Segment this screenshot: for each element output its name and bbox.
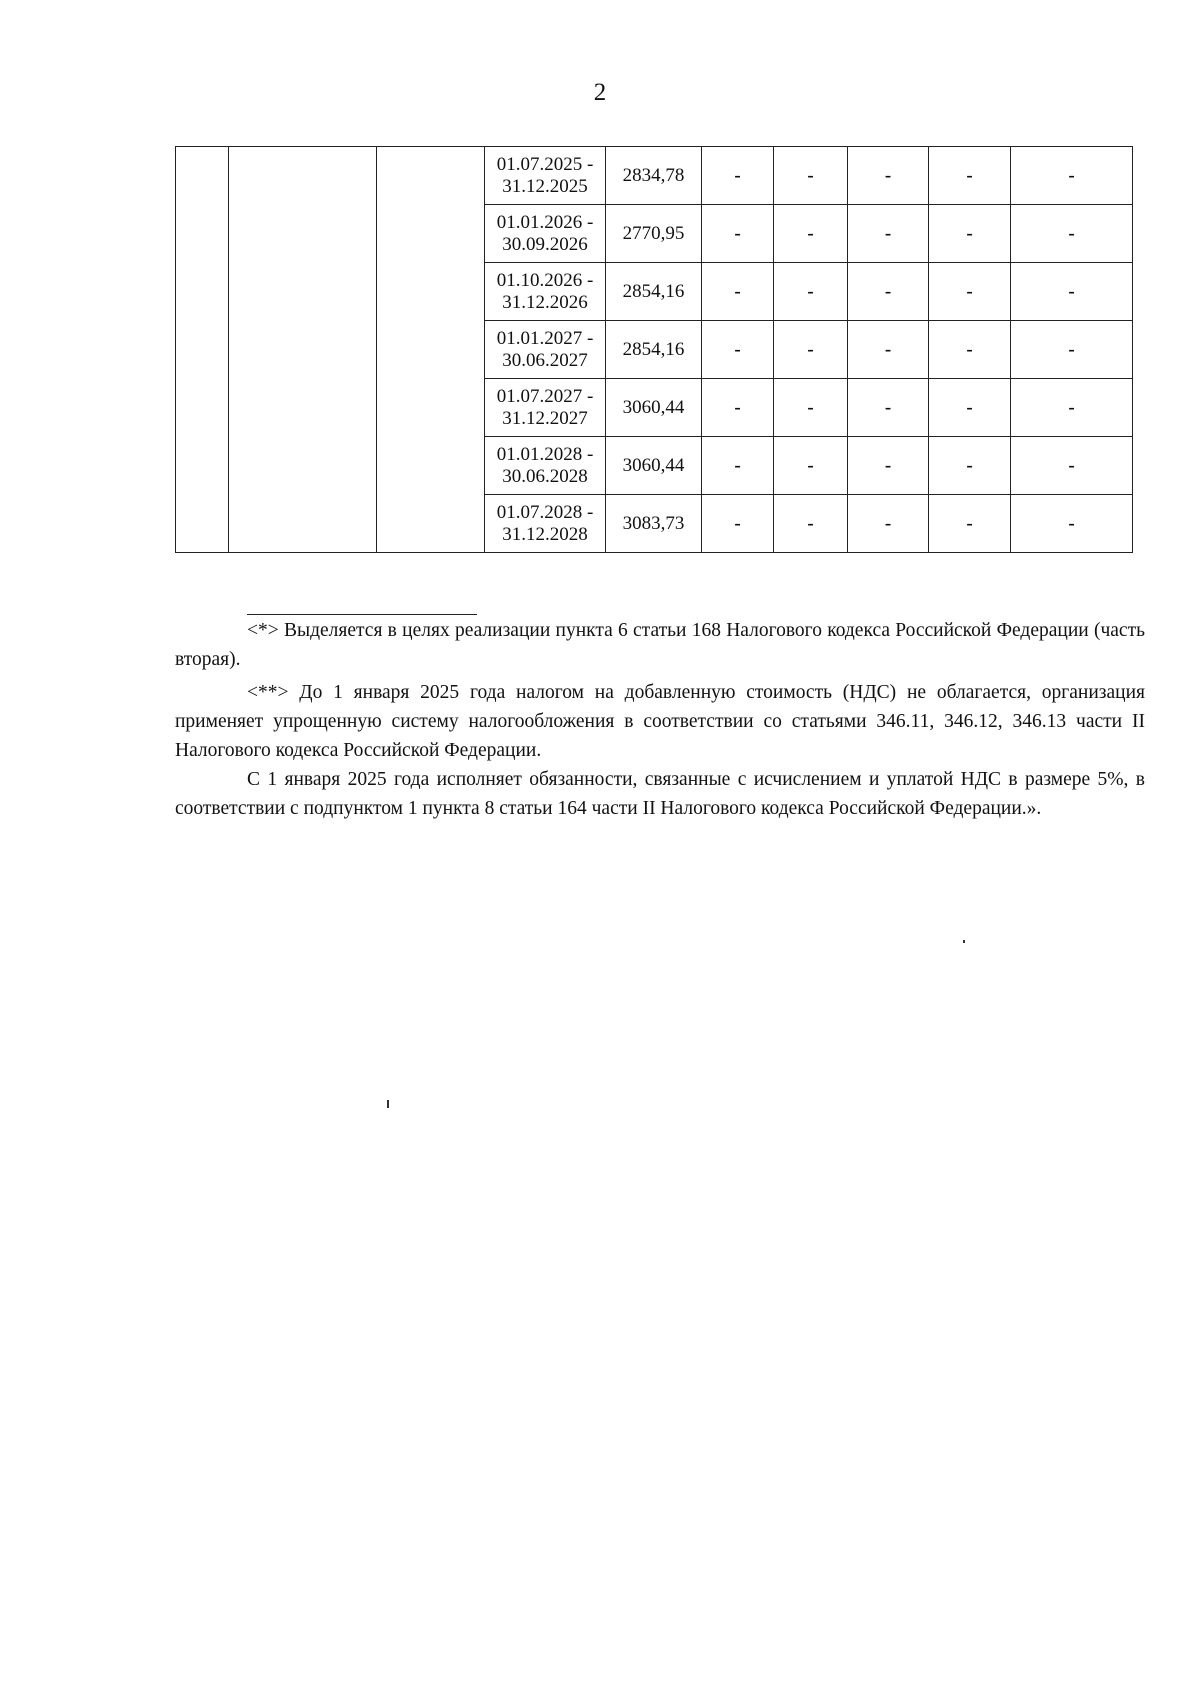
value-cell: 2854,16	[606, 263, 702, 321]
scan-speck	[963, 940, 965, 943]
dash-cell: -	[774, 147, 848, 205]
dash-cell: -	[1011, 147, 1133, 205]
dash-cell: -	[848, 147, 929, 205]
dash-cell: -	[848, 263, 929, 321]
dash-cell: -	[1011, 263, 1133, 321]
dash-cell: -	[848, 437, 929, 495]
tariff-table	[175, 146, 1133, 553]
period-cell: 01.01.2028 - 30.06.2028	[485, 437, 606, 495]
dash-cell: -	[929, 379, 1011, 437]
merged-empty-cell-1	[176, 147, 229, 553]
period-cell: 01.07.2028 - 31.12.2028	[485, 495, 606, 553]
dash-cell: -	[1011, 205, 1133, 263]
dash-cell: -	[848, 379, 929, 437]
dash-cell: -	[774, 205, 848, 263]
footnote-double-asterisk: <**> До 1 января 2025 года налогом на добавленную стоимость (НДС) не облагается, организация применяет упрощенную систему налогообложения в соответствии со статьями 346.11, 346.12, 346.13 части II Налогового кодекса Российской Федерации.	[175, 682, 1145, 761]
table-row	[176, 147, 1133, 205]
period-cell: 01.07.2027 - 31.12.2027	[485, 379, 606, 437]
footnotes	[175, 616, 1145, 823]
period-cell: 01.07.2025 - 31.12.2025	[485, 147, 606, 205]
dash-cell: -	[702, 437, 774, 495]
scan-speck	[387, 1100, 389, 1108]
dash-cell: -	[929, 321, 1011, 379]
dash-cell: -	[1011, 321, 1133, 379]
dash-cell: -	[774, 437, 848, 495]
dash-cell: -	[929, 437, 1011, 495]
dash-cell: -	[702, 205, 774, 263]
value-cell: 2770,95	[606, 205, 702, 263]
value-cell: 2834,78	[606, 147, 702, 205]
period-cell: 01.01.2026 - 30.09.2026	[485, 205, 606, 263]
merged-empty-cell-3	[377, 147, 485, 553]
dash-cell: -	[848, 205, 929, 263]
dash-cell: -	[774, 263, 848, 321]
dash-cell: -	[774, 495, 848, 553]
value-cell: 2854,16	[606, 321, 702, 379]
dash-cell: -	[929, 495, 1011, 553]
page-number: 2	[593, 79, 607, 106]
dash-cell: -	[1011, 495, 1133, 553]
footnote-divider	[247, 614, 477, 615]
dash-cell: -	[702, 379, 774, 437]
value-cell: 3060,44	[606, 437, 702, 495]
dash-cell: -	[929, 205, 1011, 263]
dash-cell: -	[929, 263, 1011, 321]
dash-cell: -	[702, 321, 774, 379]
footnote-vat-paragraph: С 1 января 2025 года исполняет обязанности, связанные с исчислением и уплатой НДС в размере 5%, в соответствии с подпунктом 1 пункта 8 статьи 164 части II Налогового кодекса Российской Федерации.».	[175, 769, 1145, 819]
footnote-single-asterisk: <*> Выделяется в целях реализации пункта 6 статьи 168 Налогового кодекса Российской Федерации (часть вторая).	[175, 620, 1145, 670]
period-cell: 01.10.2026 - 31.12.2026	[485, 263, 606, 321]
dash-cell: -	[848, 321, 929, 379]
value-cell: 3083,73	[606, 495, 702, 553]
dash-cell: -	[774, 321, 848, 379]
dash-cell: -	[702, 495, 774, 553]
dash-cell: -	[1011, 379, 1133, 437]
dash-cell: -	[774, 379, 848, 437]
dash-cell: -	[929, 147, 1011, 205]
value-cell: 3060,44	[606, 379, 702, 437]
dash-cell: -	[1011, 437, 1133, 495]
dash-cell: -	[702, 263, 774, 321]
period-cell: 01.01.2027 - 30.06.2027	[485, 321, 606, 379]
merged-empty-cell-2	[229, 147, 377, 553]
dash-cell: -	[702, 147, 774, 205]
dash-cell: -	[848, 495, 929, 553]
